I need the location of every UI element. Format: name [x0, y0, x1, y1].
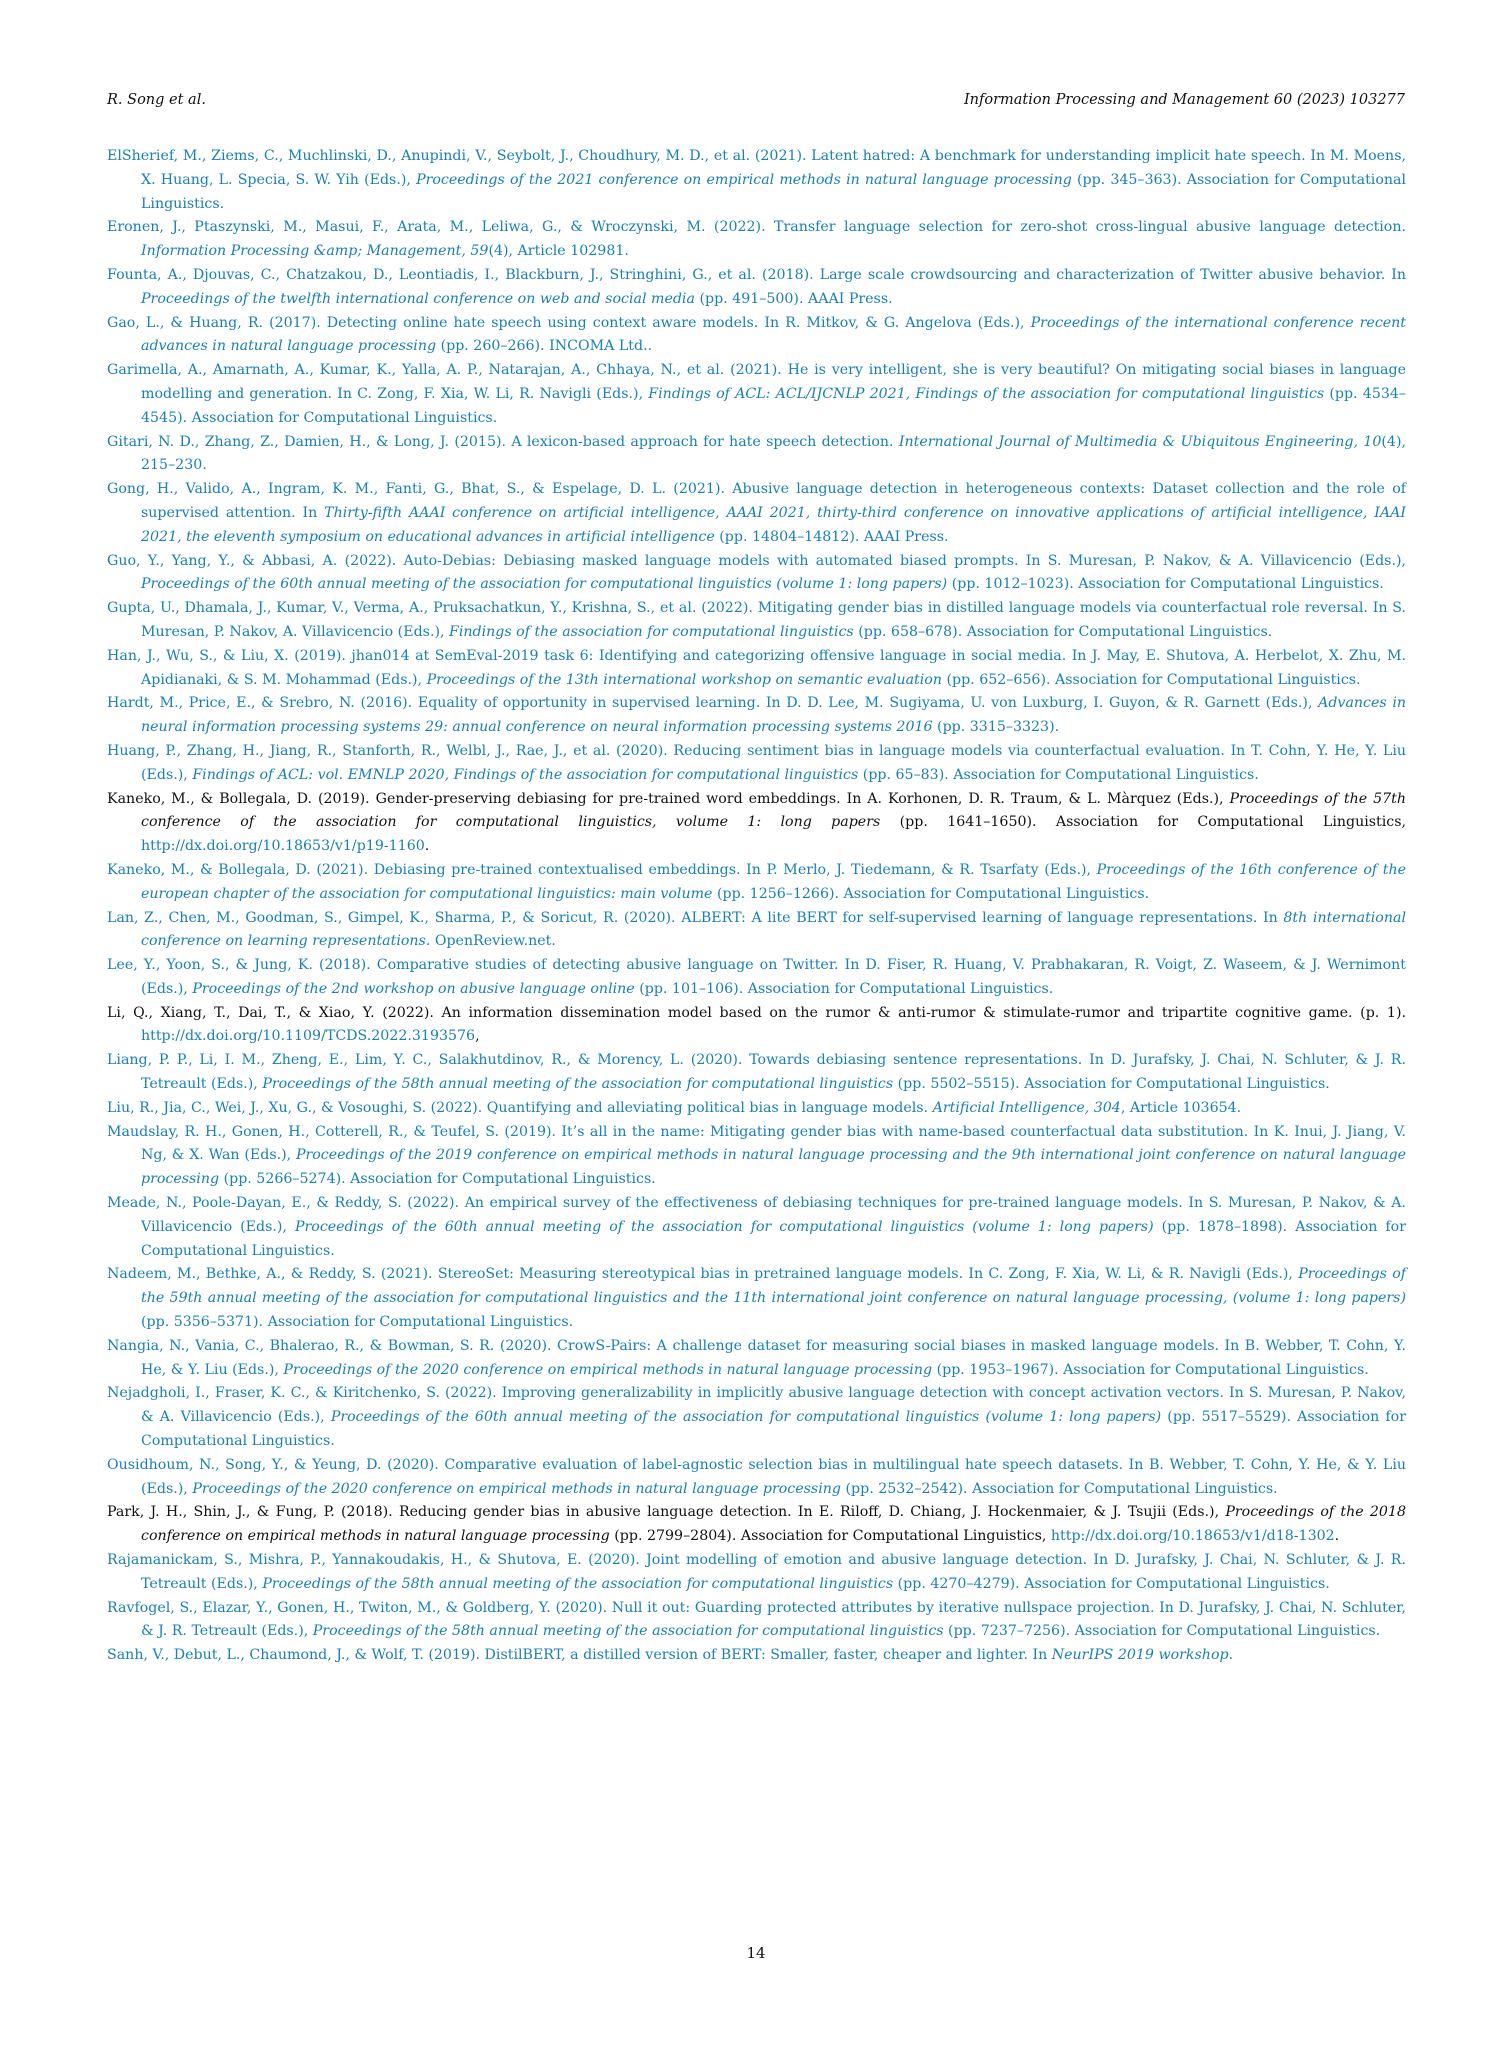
reference-entry[interactable] — [107, 597, 1406, 645]
reference-text: Park, J. H., Shin, J., & Fung, P. (2018). Reducing gender bias in abusive language detection. In E. Riloff, D. Chiang, J. Hockenmaier, & J. Tsujii (Eds.), — [107, 1504, 1226, 1521]
reference-text: Maudslay, R. H., Gonen, H., Cotterell, R., & Teufel, S. (2019). It’s all in the name: Mitigating gender bias with name-based counterfactual data substitution. In K. Inui, J. Jiang, V. Ng, & X. Wan (Eds.), — [107, 1123, 1406, 1164]
reference-details: . OpenReview.net. — [425, 933, 556, 950]
reference-text: Sanh, V., Debut, L., Chaumond, J., & Wolf, T. (2019). DistilBERT, a distilled version of BERT: Smaller, faster, cheaper and lighter. In — [107, 1647, 1052, 1664]
reference-details: (pp. 1953–1967). Association for Computational Linguistics. — [932, 1361, 1369, 1378]
reference-details: (pp. 2532–2542). Association for Computational Linguistics. — [840, 1480, 1278, 1497]
reference-details: (pp. 2799–2804). Association for Computational Linguistics, — [609, 1528, 1051, 1545]
reference-entry[interactable] — [107, 359, 1406, 430]
reference-venue: Proceedings of the 57th conference of the association for computational linguistics, volume 1: long papers — [141, 790, 1406, 831]
reference-details: (pp. 491–500). AAAI Press. — [694, 290, 893, 307]
reference-venue: Proceedings of the 60th annual meeting of the association for computational linguistics (volume 1: long papers) — [330, 1409, 1162, 1426]
reference-details: (pp. 1878–1898). Association for Computational Linguistics. — [141, 1218, 1406, 1259]
reference-entry[interactable] — [107, 1644, 1406, 1668]
reference-venue: Findings of ACL: ACL/IJCNLP 2021, Findings of the association for computational linguistics — [648, 385, 1325, 402]
reference-text: Lan, Z., Chen, M., Goodman, S., Gimpel, K., Sharma, P., & Soricut, R. (2020). ALBERT: A lite BERT for self-supervised learning of language representations. In — [107, 909, 1284, 926]
reference-entry[interactable] — [107, 1192, 1406, 1263]
reference-text: Liu, R., Jia, C., Wei, J., Xu, G., & Vosoughi, S. (2022). Quantifying and alleviating political bias in language models. — [107, 1099, 933, 1116]
reference-entry[interactable] — [107, 1335, 1406, 1383]
reference-details: (pp. 345–363). Association for Computational Linguistics. — [141, 171, 1406, 212]
reference-end: , — [475, 1028, 480, 1045]
reference-details: (pp. 652–656). Association for Computational Linguistics. — [941, 671, 1361, 688]
running-header — [107, 92, 1405, 108]
reference-text: Rajamanickam, S., Mishra, P., Yannakoudakis, H., & Shutova, E. (2020). Joint modelling of emotion and abusive language detection. In D. Jurafsky, J. Chai, N. Schluter, & J. R. Tetreault (Eds.), — [107, 1552, 1406, 1592]
reference-text: Li, Q., Xiang, T., Dai, T., & Xiao, Y. (2022). An information dissemination model based on the rumor & anti-rumor & stimulate-rumor and tripartite cognitive game. (p. 1). — [107, 1004, 1406, 1021]
reference-entry — [107, 1501, 1406, 1549]
reference-details: (4), 215–230. — [141, 433, 1406, 474]
reference-text: Gupta, U., Dhamala, J., Kumar, V., Verma, A., Pruksachatkun, Y., Krishna, S., et al. (2022). Mitigating gender bias in distilled language models via counterfactual role reversal. In S. Muresan, P. Nakov, A. Villavicencio (Eds.), — [107, 600, 1406, 640]
reference-venue: Proceedings of the 13th international workshop on semantic evaluation — [426, 671, 942, 688]
reference-details: , Article 103654. — [1120, 1099, 1242, 1116]
page-number: 14 — [746, 1944, 766, 1962]
reference-venue: NeurIPS 2019 workshop — [1051, 1647, 1229, 1664]
reference-entry[interactable] — [107, 1049, 1406, 1097]
reference-venue: Proceedings of the 58th annual meeting of the association for computational linguistics — [262, 1076, 894, 1093]
reference-text: Gitari, N. D., Zhang, Z., Damien, H., & Long, J. (2015). A lexicon-based approach for hate speech detection. — [107, 433, 899, 450]
reference-venue: Information Processing &amp; Management, 59 — [141, 243, 489, 260]
reference-text: Kaneko, M., & Bollegala, D. (2019). Gender-preserving debiasing for pre-trained word embeddings. In A. Korhonen, D. R. Traum, & L. Màrquez (Eds.), — [107, 790, 1230, 807]
reference-list — [107, 145, 1406, 1668]
reference-venue: Proceedings of the 59th annual meeting of the association for computational linguistics and the 11th international joint conference on natural language processing, (volume 1: long papers) — [141, 1266, 1407, 1307]
reference-text: Nejadgholi, I., Fraser, K. C., & Kiritchenko, S. (2022). Improving generalizability in implicitly abusive language detection with concept activation vectors. In S. Muresan, P. Nakov, & A. Villavicencio (Eds.), — [107, 1385, 1406, 1426]
reference-entry[interactable] — [107, 216, 1406, 264]
reference-details: (pp. 65–83). Association for Computational Linguistics. — [858, 766, 1259, 783]
reference-text: Huang, P., Zhang, H., Jiang, R., Stanforth, R., Welbl, J., Rae, J., et al. (2020). Reducing sentiment bias in language models via counterfactual evaluation. In T. Cohn, Y. He, Y. Liu (Eds.), — [107, 742, 1406, 783]
reference-venue: International Journal of Multimedia & Ubiquitous Engineering, 10 — [898, 433, 1382, 450]
header-journal: Information Processing and Management 60 (2023) 103277 — [963, 92, 1405, 108]
reference-venue: Thirty-fifth AAAI conference on artificial intelligence, AAAI 2021, thirty-third conference on innovative applications of artificial intelligence, IAAI 2021, the eleventh symposium on educational advances in artificial intelligence — [141, 504, 1406, 545]
reference-venue: Proceedings of the 2020 conference on empirical methods in natural language processing — [283, 1361, 933, 1378]
reference-details: (pp. 3315–3323). — [932, 719, 1060, 736]
reference-text: Eronen, J., Ptaszynski, M., Masui, F., Arata, M., Leliwa, G., & Wroczynski, M. (2022). Transfer language selection for zero-shot cross-lingual abusive language detection. — [107, 219, 1406, 236]
reference-entry[interactable] — [107, 312, 1406, 360]
reference-text: Gao, L., & Huang, R. (2017). Detecting online hate speech using context aware models. In R. Mitkov, & G. Angelova (Eds.), — [107, 314, 1031, 331]
doi-link[interactable]: http://dx.doi.org/10.18653/v1/p19-1160 — [141, 838, 425, 855]
reference-entry[interactable] — [107, 1263, 1406, 1334]
reference-text: Ravfogel, S., Elazar, Y., Gonen, H., Twiton, M., & Goldberg, Y. (2020). Null it out: Guarding protected attributes by iterative nullspace projection. In D. Jurafsky, J. Chai, N. Schluter, & J. R. Tetreault (Eds.), — [107, 1599, 1406, 1640]
reference-entry[interactable] — [107, 1454, 1406, 1502]
reference-details: (pp. 5266–5274). Association for Computational Linguistics. — [219, 1171, 656, 1188]
reference-text: Kaneko, M., & Bollegala, D. (2021). Debiasing pre-trained contextualised embeddings. In P. Merlo, J. Tiedemann, & R. Tsarfaty (Eds.), — [107, 861, 1097, 878]
reference-venue: Artificial Intelligence, 304 — [932, 1099, 1121, 1116]
reference-venue: Proceedings of the twelfth international conference on web and social media — [141, 290, 695, 307]
reference-venue: Advances in neural information processing systems 29: annual conference on neural information processing systems 2016 — [141, 695, 1406, 736]
reference-venue: Proceedings of the 58th annual meeting of the association for computational linguistics — [262, 1575, 894, 1592]
reference-text: Guo, Y., Yang, Y., & Abbasi, A. (2022). Auto-Debias: Debiasing masked language models with automated biased prompts. In S. Muresan, P. Nakov, & A. Villavicencio (Eds.), — [107, 552, 1406, 569]
reference-venue: Proceedings of the 16th conference of the european chapter of the association for computational linguistics: main volume — [141, 861, 1406, 902]
reference-entry[interactable] — [107, 645, 1406, 693]
reference-details: (pp. 7237–7256). Association for Computational Linguistics. — [943, 1623, 1381, 1640]
reference-text: Meade, N., Poole-Dayan, E., & Reddy, S. (2022). An empirical survey of the effectiveness of debiasing techniques for pre-trained language models. In S. Muresan, P. Nakov, & A. Villavicencio (Eds.), — [107, 1195, 1406, 1235]
header-authors: R. Song et al. — [107, 92, 206, 108]
reference-details: (pp. 4270–4279). Association for Computational Linguistics. — [893, 1575, 1330, 1592]
reference-text: Lee, Y., Yoon, S., & Jung, K. (2018). Comparative studies of detecting abusive language on Twitter. In D. Fiser, R. Huang, V. Prabhakaran, R. Voigt, Z. Waseem, & J. Wernimont (Eds.), — [107, 957, 1406, 997]
reference-text: Ousidhoum, N., Song, Y., & Yeung, D. (2020). Comparative evaluation of label-agnostic selection bias in multilingual hate speech datasets. In B. Webber, T. Cohn, Y. He, & Y. Liu (Eds.), — [107, 1456, 1406, 1497]
reference-details: (pp. 101–106). Association for Computational Linguistics. — [634, 980, 1054, 997]
reference-entry[interactable] — [107, 954, 1406, 1002]
reference-venue: Proceedings of the 60th annual meeting of the association for computational linguistics (volume 1: long papers) — [141, 576, 948, 593]
reference-details: (4), Article 102981. — [488, 243, 629, 260]
reference-text: Nangia, N., Vania, C., Bhalerao, R., & Bowman, S. R. (2020). CrowS-Pairs: A challenge dataset for measuring social biases in masked language models. In B. Webber, T. Cohn, Y. He, & Y. Liu (Eds.), — [107, 1337, 1406, 1378]
reference-details: (pp. 1012–1023). Association for Computational Linguistics. — [947, 576, 1384, 593]
reference-details: (pp. 5356–5371). Association for Computational Linguistics. — [141, 1314, 574, 1331]
reference-entry[interactable] — [107, 740, 1406, 788]
reference-text: Liang, P. P., Li, I. M., Zheng, E., Lim, Y. C., Salakhutdinov, R., & Morency, L. (2020). Towards debiasing sentence representations. In D. Jurafsky, J. Chai, N. Schluter, & J. R. Tetreault (Eds.), — [107, 1052, 1406, 1093]
reference-text: Gong, H., Valido, A., Ingram, K. M., Fanti, G., Bhat, S., & Espelage, D. L. (2021). Abusive language detection in heterogeneous contexts: Dataset collection and the role of supervised attention. In — [107, 481, 1406, 521]
reference-venue: 8th international conference on learning representations — [141, 909, 1406, 950]
reference-entry[interactable] — [107, 907, 1406, 955]
reference-details: (pp. 5502–5515). Association for Computational Linguistics. — [893, 1076, 1330, 1093]
reference-text: Hardt, M., Price, E., & Srebro, N. (2016). Equality of opportunity in supervised learning. In D. D. Lee, M. Sugiyama, U. von Luxburg, I. Guyon, & R. Garnett (Eds.), — [107, 695, 1319, 712]
reference-details: (pp. 260–266). INCOMA Ltd.. — [436, 338, 653, 355]
reference-entry[interactable] — [107, 859, 1406, 907]
reference-entry[interactable] — [107, 692, 1406, 740]
reference-venue: Proceedings of the 2nd workshop on abusive language online — [192, 980, 635, 997]
reference-details: (pp. 5517–5529). Association for Computational Linguistics. — [141, 1409, 1406, 1450]
doi-link[interactable]: http://dx.doi.org/10.1109/TCDS.2022.3193576 — [141, 1028, 476, 1045]
reference-entry[interactable] — [107, 1382, 1406, 1453]
reference-text: Founta, A., Djouvas, C., Chatzakou, D., Leontiadis, I., Blackburn, J., Stringhini, G., et al. (2018). Large scale crowdsourcing and characterization of Twitter abusive behavior. In — [107, 266, 1406, 283]
reference-venue: Proceedings of the 60th annual meeting of the association for computational linguistics (volume 1: long papers) — [294, 1218, 1154, 1235]
reference-venue: Proceedings of the 2018 conference on empirical methods in natural language processing — [141, 1504, 1407, 1545]
reference-entry[interactable] — [107, 1597, 1406, 1645]
reference-details: (pp. 658–678). Association for Computational Linguistics. — [853, 623, 1273, 640]
reference-entry — [107, 1002, 1406, 1050]
reference-entry[interactable] — [107, 550, 1406, 598]
reference-text: ElSherief, M., Ziems, C., Muchlinski, D., Anupindi, V., Seybolt, J., Choudhury, M. D., et al. (2021). Latent hatred: A benchmark for understanding implicit hate speech. In M. Moens, X. Huang, L. Specia, S. W. Yih (Eds.), — [107, 148, 1406, 188]
reference-details: (pp. 1641–1650). Association for Computational Linguistics, — [880, 814, 1407, 831]
reference-venue: Proceedings of the 2019 conference on empirical methods in natural language processing and the 9th international joint conference on natural language processing — [141, 1147, 1406, 1188]
reference-text: Han, J., Wu, S., & Liu, X. (2019). jhan014 at SemEval-2019 task 6: Identifying and categorizing offensive language in social media. In J. May, E. Shutova, A. Herbelot, X. Zhu, M. Apidianaki, & S. M. Mohammad (Eds.), — [107, 647, 1406, 688]
reference-text: Garimella, A., Amarnath, A., Kumar, K., Yalla, A. P., Natarajan, A., Chhaya, N., et al. (2021). He is very intelligent, she is very beautiful? On mitigating social biases in language modelling and generation. In C. Zong, F. Xia, W. Li, R. Navigli (Eds.), — [107, 362, 1406, 402]
reference-entry — [107, 788, 1406, 859]
reference-text: Nadeem, M., Bethke, A., & Reddy, S. (2021). StereoSet: Measuring stereotypical bias in pretrained language models. In C. Zong, F. Xia, W. Li, & R. Navigli (Eds.), — [107, 1266, 1299, 1283]
doi-link[interactable]: http://dx.doi.org/10.18653/v1/d18-1302 — [1050, 1528, 1335, 1545]
reference-details: (pp. 4534–4545). Association for Computational Linguistics. — [141, 385, 1406, 426]
reference-details: (pp. 14804–14812). AAAI Press. — [714, 528, 949, 545]
reference-venue: Findings of ACL: vol. EMNLP 2020, Findings of the association for computational linguistics — [192, 766, 859, 783]
reference-entry[interactable] — [107, 1549, 1406, 1597]
reference-venue: Proceedings of the 58th annual meeting of the association for computational linguistics — [312, 1623, 944, 1640]
reference-details: . — [1228, 1647, 1234, 1664]
reference-entry[interactable] — [107, 1097, 1406, 1121]
reference-entry[interactable] — [107, 1121, 1406, 1192]
reference-entry[interactable] — [107, 145, 1406, 216]
reference-entry[interactable] — [107, 431, 1406, 479]
reference-end: . — [1334, 1528, 1340, 1545]
reference-venue: Findings of the association for computational linguistics — [449, 623, 854, 640]
reference-venue: Proceedings of the 2021 conference on empirical methods in natural language processing — [416, 171, 1072, 188]
reference-entry[interactable] — [107, 264, 1406, 312]
reference-venue: Proceedings of the international conference recent advances in natural language processing — [141, 314, 1407, 355]
reference-end: . — [424, 838, 430, 855]
reference-details: (pp. 1256–1266). Association for Computational Linguistics. — [712, 885, 1150, 902]
reference-entry[interactable] — [107, 478, 1406, 549]
reference-venue: Proceedings of the 2020 conference on empirical methods in natural language processing — [192, 1480, 841, 1497]
